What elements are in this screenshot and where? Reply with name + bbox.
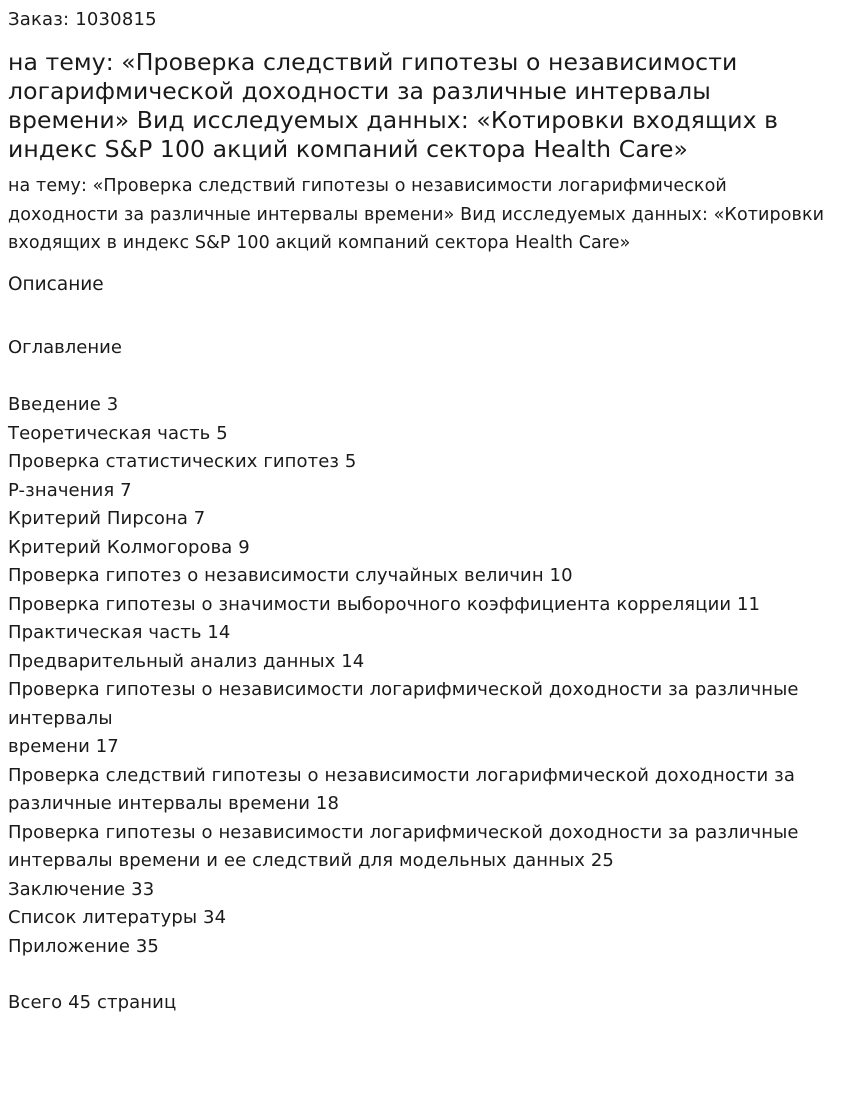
toc-item-theory: Теоретическая часть 5 — [8, 422, 228, 444]
toc-item-conclusion: Заключение 33 — [8, 878, 155, 900]
toc-item-appendix: Приложение 35 — [8, 935, 159, 957]
total-pages: Всего 45 страниц — [8, 992, 177, 1013]
document-title: на тему: «Проверка следствий гипотезы о независимости логарифмической доходности за различные интервалы времени» Вид исследуемых данных: «Котировки входящих в индекс S&P 100 акций компаний сектора Health Care» — [8, 48, 779, 163]
toc-item-pearson: Критерий Пирсона 7 — [8, 508, 206, 529]
toc-item-independence-tests: Проверка гипотез о независимости случайных величин 10 — [8, 565, 573, 586]
toc-item-introduction: Введение 3 — [8, 394, 119, 415]
document-subtitle: на тему: «Проверка следствий гипотезы о независимости логарифмической доходности за различные интервалы времени» Вид исследуемых данных: «Котировки входящих в индекс S&P 100 акций компаний сектора Health Care» — [8, 176, 825, 253]
toc-item-log-return-independence-cont: времени 17 — [8, 736, 119, 757]
order-number: Заказ: 1030815 — [8, 9, 157, 30]
toc-item-log-return-independence: Проверка гипотезы о независимости логарифмической доходности за различные интервалы — [8, 679, 799, 729]
toc-item-correlation-significance: Проверка гипотезы о значимости выборочного коэффициента корреляции 11 — [8, 593, 761, 615]
toc-item-hypothesis-testing: Проверка статистических гипотез 5 — [8, 451, 357, 472]
toc-item-preliminary-analysis: Предварительный анализ данных 14 — [8, 650, 365, 672]
toc-item-references: Список литературы 34 — [8, 907, 227, 928]
toc-item-model-data: Проверка гипотезы о независимости логарифмической доходности за различные интервалы времени и ее следствий для модельных данных 25 — [8, 821, 799, 871]
toc-item-kolmogorov: Критерий Колмогорова 9 — [8, 536, 250, 558]
toc-item-practice: Практическая часть 14 — [8, 622, 231, 643]
toc-item-consequences: Проверка следствий гипотезы о независимости логарифмической доходности за различные интервалы времени 18 — [8, 764, 795, 814]
toc-title: Оглавление — [8, 337, 122, 358]
table-of-contents — [8, 391, 838, 961]
toc-item-p-values: P-значения 7 — [8, 479, 132, 501]
description-heading: Описание — [8, 274, 104, 295]
